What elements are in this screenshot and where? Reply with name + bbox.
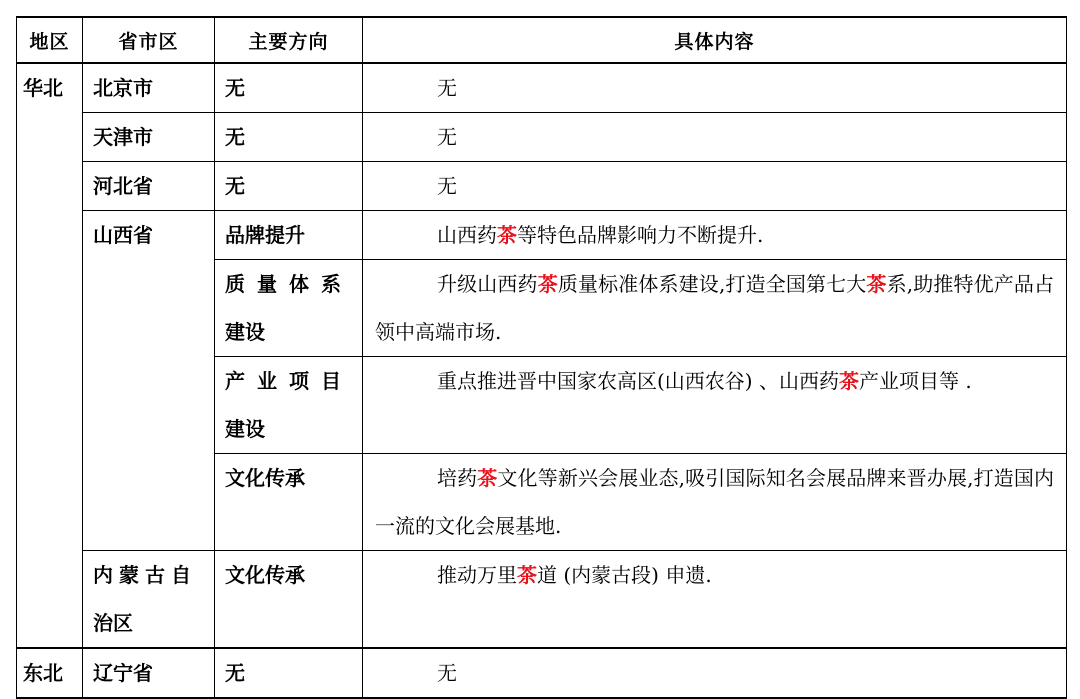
tea-highlight: 茶 (497, 223, 517, 247)
tea-highlight: 茶 (477, 466, 498, 490)
region-cell-dongbei: 东北 (17, 648, 83, 698)
content-cell (363, 211, 1067, 260)
content-text: 无 (437, 76, 457, 100)
content-text: 无 (437, 125, 457, 149)
table-row (17, 113, 1067, 162)
province-line: 内蒙古自 (93, 563, 197, 587)
content-segment: 培药 (437, 466, 478, 490)
table-row (17, 162, 1067, 211)
header-direction: 主要方向 (215, 17, 363, 63)
content-segment: 道 (内蒙古段) 申遗. (537, 563, 712, 587)
content-text (375, 357, 1054, 405)
content-cell (363, 162, 1067, 211)
content-cell (363, 260, 1067, 357)
province-line: 治区 (93, 611, 133, 635)
table-row (17, 63, 1067, 113)
header-content: 具体内容 (363, 17, 1067, 63)
content-cell (363, 63, 1067, 113)
content-cell (363, 551, 1067, 649)
direction-cell: 无 (215, 63, 363, 113)
direction-line: 建设 (225, 320, 265, 344)
table-header-row (17, 17, 1067, 63)
content-segment: 质量标准体系建设,打造全国第七大 (557, 272, 867, 296)
content-text: 无 (437, 174, 457, 198)
province-cell: 北京市 (83, 63, 215, 113)
header-province: 省市区 (83, 17, 215, 63)
content-text (375, 454, 1054, 550)
direction-cell: 无 (215, 113, 363, 162)
direction-line: 产业项目 (225, 369, 353, 393)
direction-line: 质量体系 (225, 272, 353, 296)
direction-cell (215, 260, 363, 357)
content-segment: 产业项目等 . (858, 369, 972, 393)
province-cell (83, 551, 215, 649)
direction-cell: 无 (215, 162, 363, 211)
table-row (17, 551, 1067, 649)
tea-highlight: 茶 (537, 272, 558, 296)
direction-cell (215, 357, 363, 454)
direction-cell: 文化传承 (215, 551, 363, 649)
content-segment: 重点推进晋中国家农高区(山西农谷) 、山西药 (437, 369, 839, 393)
content-segment: 推动万里 (437, 563, 517, 587)
region-cell-huabei: 华北 (17, 63, 83, 648)
content-segment: 文化等新兴会展业态,吸引国际知名会展品牌来晋办展,打造国内一流的文化会展基地. (375, 466, 1055, 538)
tea-highlight: 茶 (866, 272, 887, 296)
content-segment: 升级山西药 (437, 272, 538, 296)
tea-highlight: 茶 (838, 369, 859, 393)
tea-highlight: 茶 (517, 563, 537, 587)
content-cell (363, 357, 1067, 454)
direction-line: 建设 (225, 417, 265, 441)
content-text: 无 (437, 661, 457, 685)
content-text (375, 260, 1054, 356)
province-cell: 辽宁省 (83, 648, 215, 698)
direction-cell: 无 (215, 648, 363, 698)
policy-table (16, 16, 1067, 699)
header-region: 地区 (17, 17, 83, 63)
content-segment: 等特色品牌影响力不断提升. (517, 223, 764, 247)
content-segment: 系,助推特优产品占领中高端市场. (375, 272, 1055, 344)
content-cell (363, 454, 1067, 551)
content-segment: 山西药 (437, 223, 497, 247)
province-cell-shanxi: 山西省 (83, 211, 215, 551)
content-text (375, 211, 1054, 259)
province-cell: 天津市 (83, 113, 215, 162)
direction-cell: 文化传承 (215, 454, 363, 551)
content-text (375, 551, 1054, 599)
content-cell (363, 113, 1067, 162)
direction-cell: 品牌提升 (215, 211, 363, 260)
table-row (17, 648, 1067, 698)
province-cell: 河北省 (83, 162, 215, 211)
table-row (17, 211, 1067, 260)
content-cell (363, 648, 1067, 698)
